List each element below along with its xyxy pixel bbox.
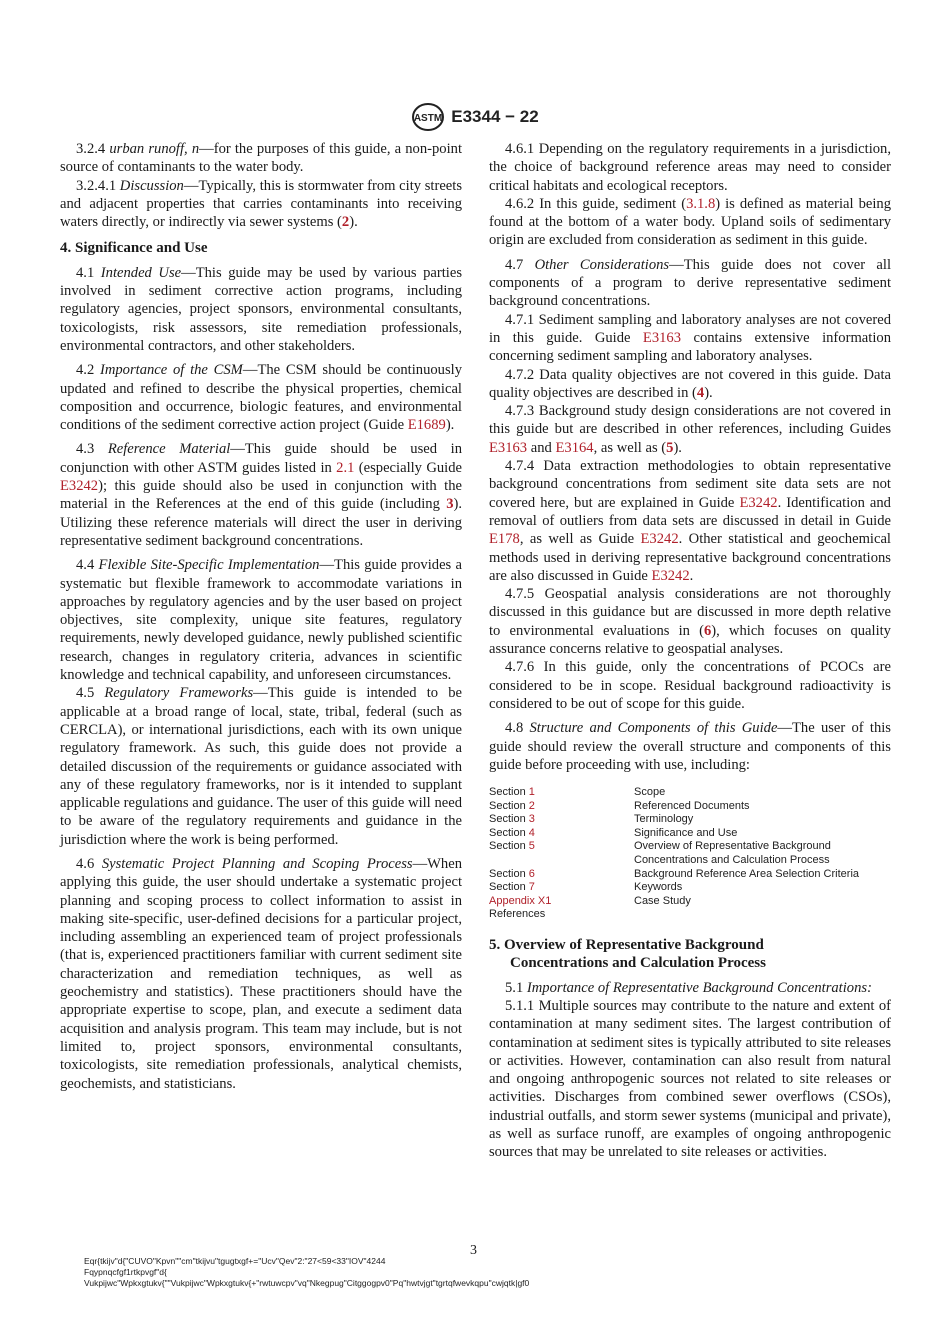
text-run: and [527, 439, 556, 456]
outline-description: Case Study [634, 894, 691, 907]
paragraph [489, 719, 891, 774]
footer-line: Vukpijwc"Wpkxgtukv{""Vukpijwc"Wpkxgtukv{+"rwtuwcpv"vq"Nkegpug"Citggogpv0"Pq"hwtvjgt"tgrtqfwevkqpu"cwjqtk|gf0 [84, 1278, 530, 1288]
cross-reference-link[interactable]: E178 [489, 531, 520, 548]
italic-term: urban runoff, n [109, 141, 200, 157]
outline-section [489, 800, 634, 814]
outline-description: Terminology [634, 813, 694, 826]
paragraph [489, 457, 891, 585]
outline-description: Scope [634, 786, 666, 799]
outline-section-link[interactable]: 7 [528, 881, 535, 894]
left-column [60, 140, 462, 1093]
paragraph [489, 140, 891, 195]
paragraph [489, 195, 891, 250]
outline-row [489, 786, 891, 800]
cross-reference-link[interactable]: E3242 [651, 567, 690, 584]
text-run: 4.1 [76, 264, 101, 281]
paragraph [489, 585, 891, 658]
text-run: . Other statistical and geochemical methods used in deriving representative background concentrations are also discussed in Guide [489, 531, 891, 584]
text-run: 4.7.6 In this guide, only the concentrations of PCOCs are considered to be in scope. Residual background radioactivity is considered to be out of scope for this guide. [489, 659, 891, 712]
outline-row [489, 813, 891, 827]
cross-reference-link[interactable]: E3163 [489, 439, 528, 456]
italic-term: Importance of Representative Background Concentrations: [526, 979, 872, 996]
text-run: contains extensive information concerning sediment sampling and laboratory analyses. [489, 329, 891, 365]
paragraph [489, 402, 891, 457]
outline-row [489, 827, 891, 841]
astm-logo-icon [411, 102, 445, 132]
cross-reference-link[interactable]: E3163 [642, 329, 682, 346]
outline-section-prefix: Section [489, 881, 529, 894]
outline-section-link[interactable]: 4 [528, 826, 535, 839]
right-column [489, 140, 891, 1162]
cross-reference-link[interactable]: E3242 [739, 494, 778, 511]
text-run: ); this guide should also be used in conjunction with the material in the References at the end of this guide (including [60, 478, 462, 513]
cross-reference-link[interactable]: E3164 [555, 439, 594, 456]
section-heading [60, 239, 462, 257]
outline-section [489, 827, 634, 841]
outline-row [489, 800, 891, 814]
outline-section-link[interactable]: Appendix X1 [489, 894, 552, 907]
text-run: —This guide may be used by various parties involved in sediment corrective action programs, including regulatory agencies, project sponsors, environmental consultants, toxicologists, risk assessors, site remediation professionals, environmental contractors, and other stakeholders. [60, 264, 463, 354]
text-run: —This guide does not cover all components of a program to derive representative sediment background concentrations. [489, 256, 892, 310]
text-run: , as well as Guide [519, 531, 641, 548]
paragraph [489, 311, 891, 366]
outline-section [489, 813, 634, 827]
outline-section-link[interactable]: 2 [528, 799, 535, 812]
text-run: 4.7.3 Background study design considerations are not covered in this guide but are described in other references, including Guides [489, 403, 891, 438]
outline-description: Keywords [634, 881, 683, 894]
outline-description: Significance and Use [634, 826, 738, 839]
text-run: 5.1 [505, 979, 527, 996]
text-run: ). [704, 384, 713, 401]
page-header [0, 102, 950, 132]
text-run: 4.7 [505, 256, 535, 273]
italic-term: Reference Material [107, 441, 231, 458]
outline-section-prefix: Section [489, 799, 529, 812]
text-run: 4.6.2 In this guide, sediment ( [505, 195, 687, 212]
text-run: 4.6 [76, 855, 102, 872]
text-run: ), which focuses on quality assurance concerns relative to geospatial analyses. [489, 622, 891, 658]
paragraph [489, 997, 891, 1162]
text-run: 4. Significance and Use [60, 240, 208, 257]
cross-reference-link[interactable]: 2.1 [336, 459, 355, 476]
paragraph [60, 264, 462, 355]
reference-citation[interactable]: 3 [446, 496, 454, 513]
outline-section [489, 881, 634, 895]
text-run: 3.2.4 [76, 141, 110, 157]
outline-section-link[interactable]: 3 [528, 813, 535, 826]
outline-section-prefix: Section [489, 813, 529, 826]
text-run: Concentrations and Calculation Process [510, 955, 766, 972]
paragraph [60, 361, 462, 434]
outline-section-link[interactable]: 5 [528, 840, 535, 853]
text-run: ). Utilizing these reference materials will direct the user in deriving representative sediment background concentrations. [60, 496, 462, 549]
paragraph [60, 556, 462, 684]
text-run: 4.2 [76, 362, 100, 379]
license-footer [84, 1256, 529, 1289]
outline-row [489, 908, 891, 922]
text-run: 4.7.5 Geospatial analysis considerations are not thoroughly discussed in this guidance but are discussed in more depth relative to environmental evaluations in ( [489, 586, 891, 639]
paragraph [60, 684, 462, 849]
text-run: 4.5 [76, 685, 105, 702]
reference-citation[interactable]: 6 [703, 622, 712, 639]
outline-section-prefix: Section [489, 840, 529, 853]
text-run: 3.2.4.1 [76, 177, 120, 194]
text-run: ). [445, 417, 455, 434]
text-run: , as well as ( [593, 439, 667, 456]
paragraph [60, 855, 462, 1093]
outline-description: Overview of Representative Background Concentrations and Calculation Process [634, 840, 831, 867]
text-run: —for the purposes of this guide, a non-point source of contaminants to the water body. [60, 141, 462, 176]
text-run: 4.7.4 Data extraction methodologies to obtain representative background concentrations from sediment site data sets are not covered here, but are explained in Guide [489, 458, 891, 511]
outline-description: Background Reference Area Selection Criteria [634, 867, 860, 880]
outline-section [489, 786, 634, 800]
outline-section [489, 840, 634, 867]
italic-term: Intended Use [100, 264, 182, 281]
cross-reference-link[interactable]: E1689 [407, 417, 446, 434]
italic-term: Structure and Components of this Guide [529, 720, 778, 737]
footer-line: Eqr{tkijv"d{"CUVO"Kpvn""cm"tkijvu"tgugtxgf+="Ucv"Qev"2:"27<59<33"IOV"4244 [84, 1256, 386, 1266]
italic-term: Systematic Project Planning and Scoping Process [101, 855, 413, 872]
designation: E3344 − 22 [451, 107, 539, 126]
cross-reference-link[interactable]: 3.1.8 [686, 195, 716, 212]
text-run: —This guide provides a systematic but flexible framework to accommodate variations in approaches by regulatory agencies and by the user based on project objectives, site complexity, unique site features, regulatory requirements, newly developed guidance, newly published scientific research, changes in regulatory criteria, advances in scientific knowledge and technical capability, and unforeseen circumstances. [60, 557, 462, 684]
page-number: 3 [470, 1243, 477, 1258]
text-run: ). [349, 214, 358, 231]
italic-term: Other Considerations [534, 256, 670, 273]
outline-row [489, 840, 891, 867]
italic-term: Importance of the CSM [99, 362, 243, 379]
paragraph [60, 440, 462, 550]
outline-section-prefix: Section [489, 867, 529, 880]
outline-section-prefix: Section [489, 826, 529, 839]
cross-reference-link[interactable]: E3242 [60, 478, 99, 495]
cross-reference-link[interactable]: E3242 [640, 531, 679, 548]
text-run: —This guide should be used in conjunction with other ASTM guides listed in [60, 441, 462, 476]
section-outline-table [489, 786, 891, 922]
text-run: 4.7.1 Sediment sampling and laboratory analyses are not covered in this guide. Guide [489, 311, 891, 346]
text-run: —The CSM should be continuously updated and refined to describe the physical properties, chemical composition and occurrence, biologic features, and environmental conditions of the sediment corrective action project (Guide [60, 362, 462, 434]
italic-term: Discussion [119, 177, 184, 194]
text-run: 4.3 [76, 441, 108, 458]
text-run: —Typically, this is stormwater from city streets and adjacent properties that carries contaminants into receiving waters directly, or indirectly via sewer systems ( [60, 177, 463, 231]
section-heading [489, 936, 891, 973]
outline-row [489, 868, 891, 882]
text-run: (especially Guide [354, 459, 462, 476]
outline-section-link[interactable]: 6 [528, 867, 535, 880]
paragraph [60, 177, 462, 232]
text-run: —The user of this guide should review the overall structure and components of this guide before proceeding with use, including: [489, 720, 891, 773]
footer-line: Fqypnqcfgf1rtkpvgf"d{ [84, 1267, 167, 1277]
reference-citation[interactable]: 2 [341, 214, 350, 231]
outline-section-prefix: Section [489, 786, 529, 799]
outline-row [489, 881, 891, 895]
text-run: —This guide is intended to be applicable at a broad range of local, state, tribal, federal (such as CERCLA), or international jurisdictions, each with its own unique regulatory framework. As such, this guide does not provide a detailed discussion of the requirements or guidance associated with any of these regulatory frameworks, nor is it intended to supplant applicable regulations and guidance. The user of this guide will need to be aware of the regulatory requirements and guidance in the jurisdiction where the work is being performed. [60, 685, 462, 848]
outline-description [634, 908, 891, 922]
paragraph [489, 256, 891, 311]
text-run: . [689, 567, 694, 584]
text-run: 5. Overview of Representative Background [489, 937, 764, 954]
paragraph [489, 366, 891, 403]
outline-description: Referenced Documents [634, 799, 750, 812]
outline-section [489, 908, 634, 922]
svg-text:ASTM: ASTM [414, 113, 443, 124]
text-run: 4.7.2 Data quality objectives are not covered in this guide. Data quality objectives are described in ( [489, 366, 891, 401]
paragraph [489, 979, 891, 997]
text-run: 4.6.1 Depending on the regulatory requirements in a jurisdiction, the choice of background reference areas may need to consider critical habitats and ecological receptors. [489, 141, 891, 194]
text-run: . Identification and removal of outliers from data sets are discussed in detail in Guide [489, 494, 891, 529]
text-run: —When applying this guide, the user should undertake a systematic project planning and scoping process to collect information to assist in making site-specific, user-defined decisions for a particular project, including assembling an experienced team of project professionals (that is, experienced practitioners familiar with current sediment site characterization and remediation techniques, as well as geochemistry and statistics). These practitioners should have the appropriate expertise to scope, plan, and execute a sediment data acquisition and analysis program. This team may include, but is not limited to, project sponsors, environmental consultants, toxicologists, site remediation professionals, analytical chemists, geochemists, and statisticians. [60, 855, 463, 1092]
paragraph [60, 140, 462, 177]
outline-section [489, 868, 634, 882]
outline-row [489, 895, 891, 909]
text-run: ). [673, 439, 682, 456]
reference-citation[interactable]: 4 [696, 384, 705, 401]
text-run: ) is defined as material being found at the bottom of a water body. Upland soils of sedimentary origin are excluded from consideration as sediment in this guide. [489, 195, 891, 249]
outline-section [489, 895, 634, 909]
italic-term: Flexible Site-Specific Implementation [98, 557, 320, 574]
text-run: 4.8 [505, 720, 530, 737]
reference-citation[interactable]: 5 [666, 439, 674, 456]
text-run: 5.1.1 Multiple sources may contribute to the nature and extent of contamination at many sediment sites. The largest contribution of contamination at sediment sites is typically attributed to site releases or activities. However, contamination can also result from natural and ongoing anthropogenic sources not related to site releases or activities. Discharges from combined sewer overflows (CSOs), industrial outfalls, and storm sewer systems (municipal and private), as well as surface runoff, are examples of ongoing anthropogenic sources that may be unrelated to site releases or activities. [489, 997, 891, 1161]
italic-term: Regulatory Frameworks [104, 685, 254, 702]
paragraph [489, 658, 891, 713]
text-run: 4.4 [76, 557, 99, 574]
outline-section-prefix: References [489, 908, 546, 921]
outline-section-link[interactable]: 1 [528, 786, 535, 799]
